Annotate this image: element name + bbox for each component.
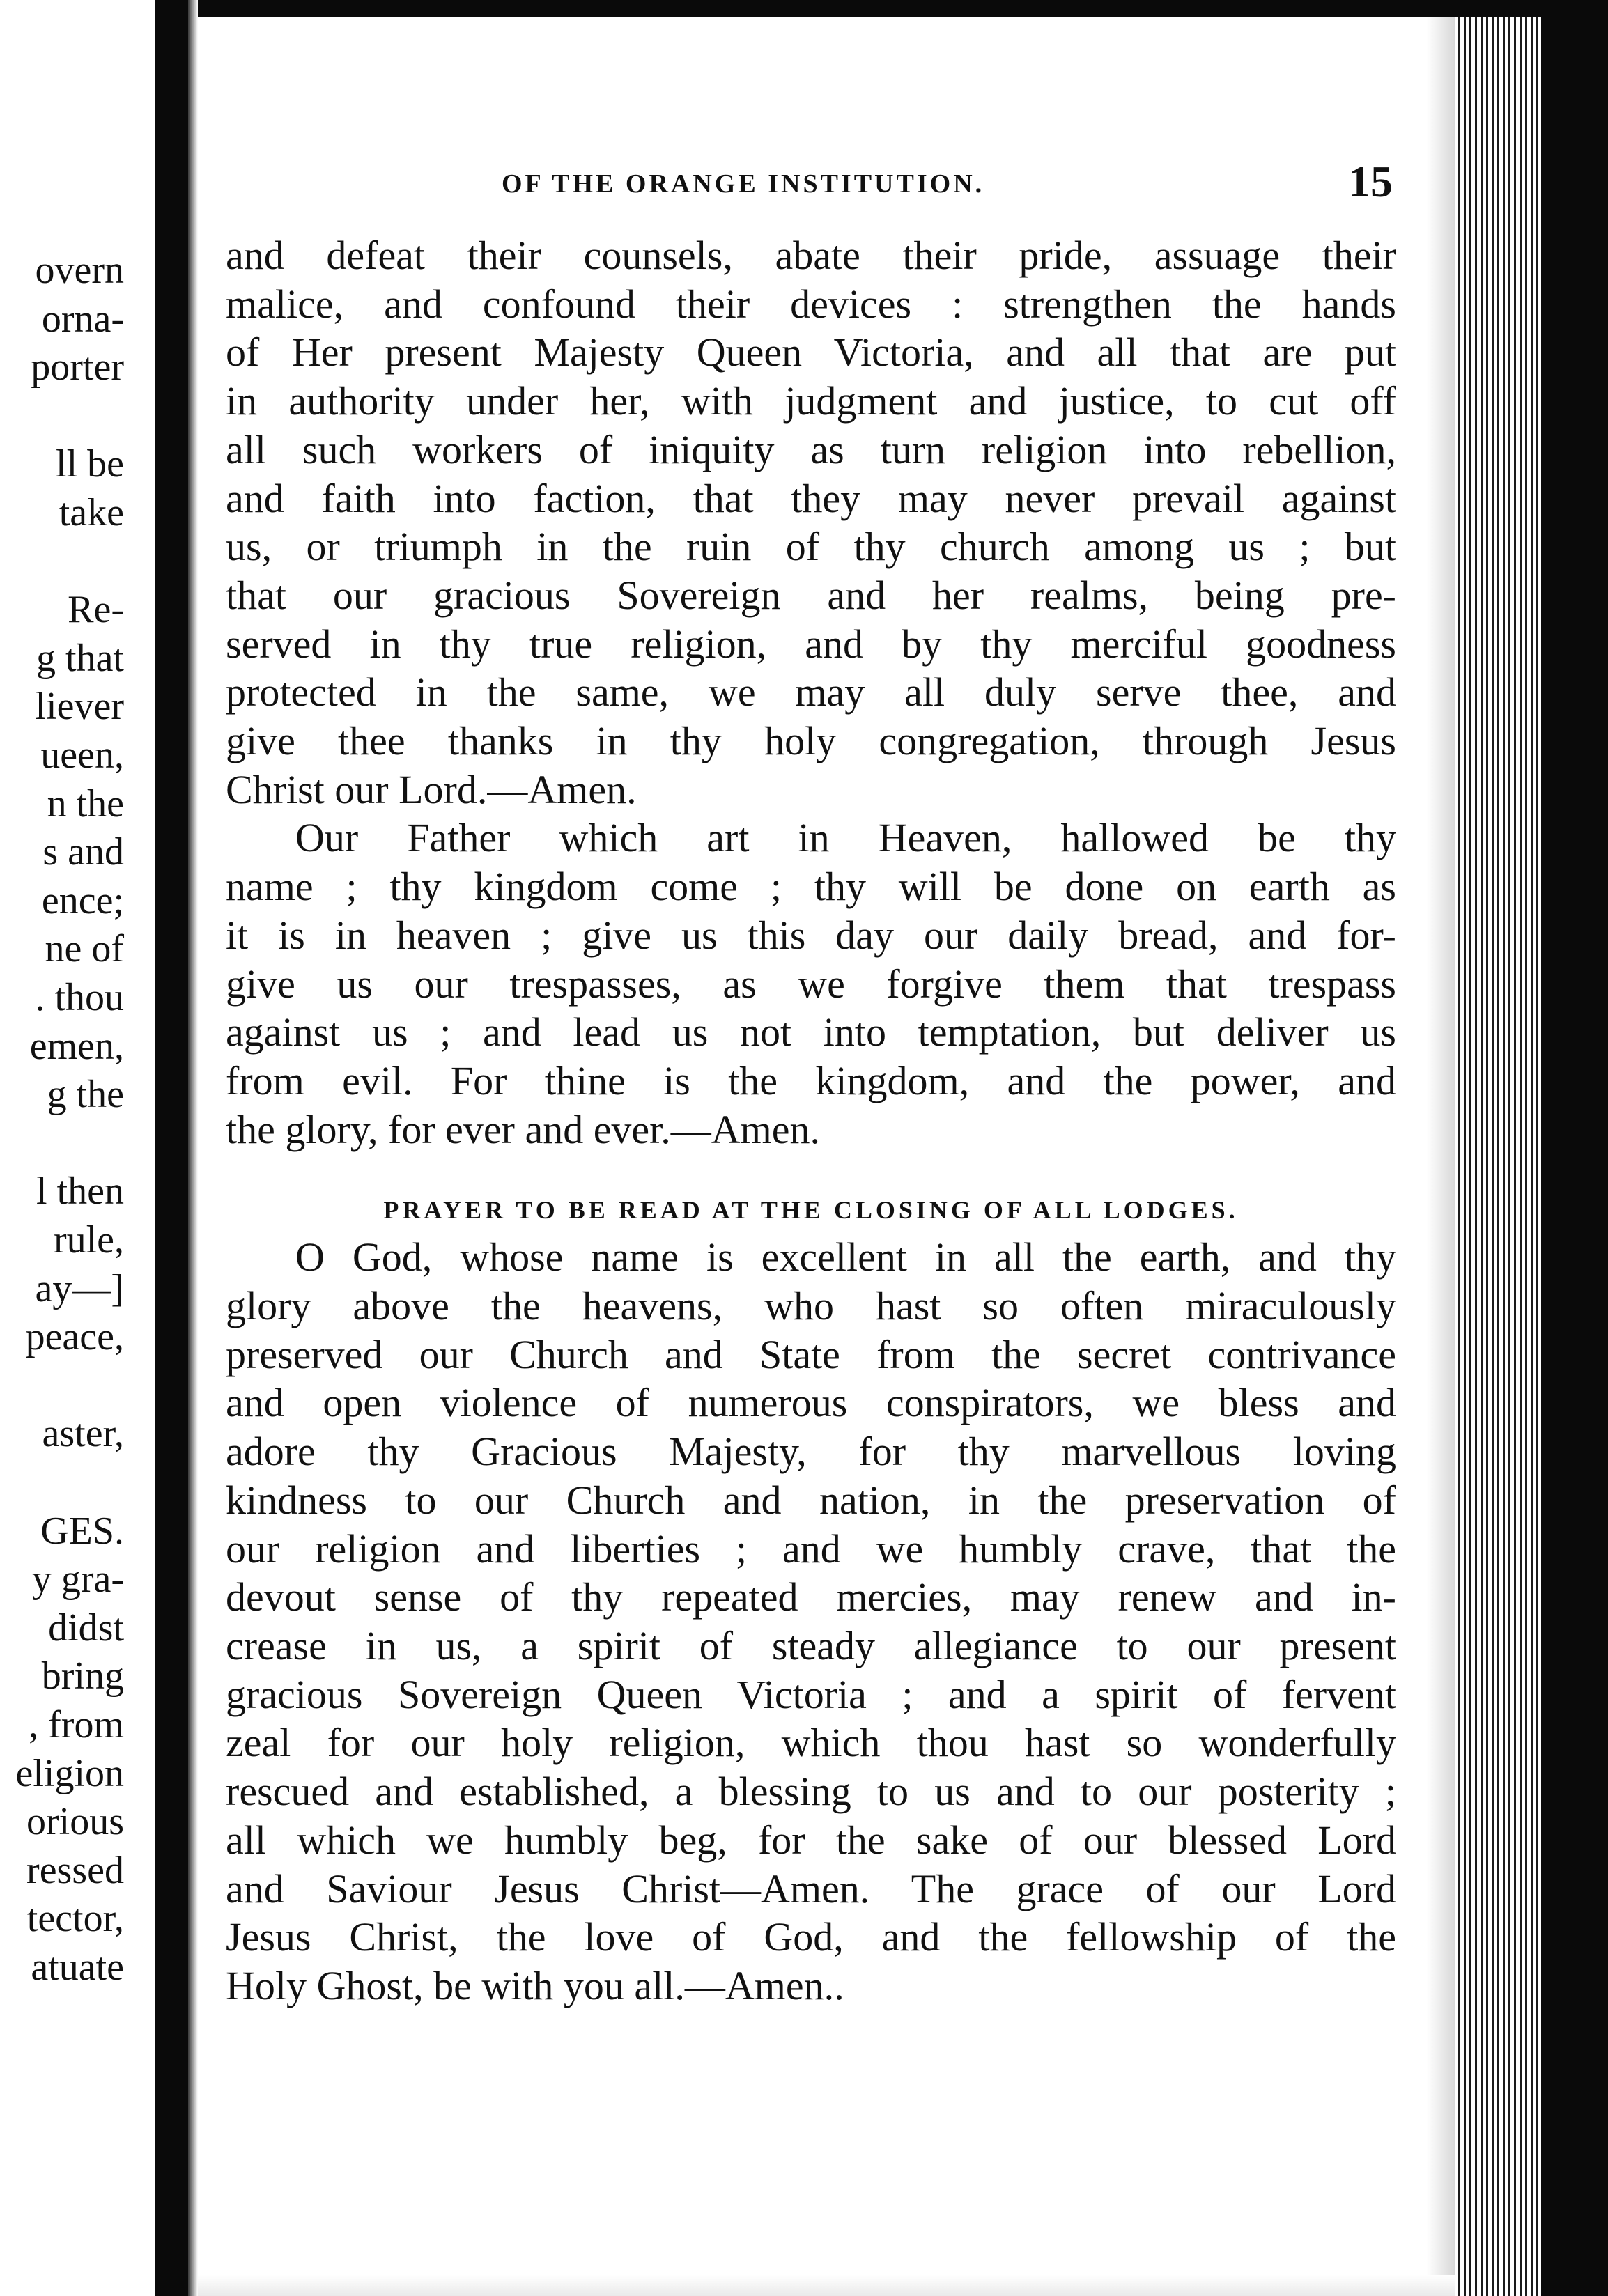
page-curl-shade: [1427, 17, 1455, 2296]
left-page-fragment: s and: [42, 830, 124, 874]
text-line: Jesus Christ, the love of God, and the fellowship of the: [226, 1914, 1396, 1960]
text-line: of Her present Majesty Queen Victoria, and all that are put: [226, 329, 1396, 375]
left-page-fragment: g that: [36, 636, 124, 680]
text-line: the glory, for ever and ever.—Amen.: [226, 1106, 821, 1152]
text-line: malice, and confound their devices : strengthen the hands: [226, 281, 1396, 327]
left-page-fragment: bring: [41, 1654, 124, 1698]
left-page-fragment: , from: [29, 1703, 124, 1746]
left-page-fragment: ay—]: [35, 1266, 124, 1310]
text-line: against us ; and lead us not into temptation, but deliver us: [226, 1009, 1396, 1055]
left-page-fragment: atuate: [31, 1946, 124, 1989]
paragraph-prayer-continued: [226, 231, 1396, 814]
text-line: Christ our Lord.—Amen.: [226, 766, 637, 812]
text-line: and Saviour Jesus Christ—Amen. The grace of our Lord: [226, 1866, 1396, 1911]
page-body: [226, 231, 1396, 2010]
text-line: and open violence of numerous conspirators, we bless and: [226, 1380, 1396, 1426]
text-line: kindness to our Church and nation, in the preservation of: [226, 1477, 1396, 1523]
text-line: in authority under her, with judgment and justice, to cut off: [226, 378, 1396, 424]
book-gutter: [155, 0, 188, 2296]
text-line: all which we humbly beg, for the sake of our blessed Lord: [226, 1817, 1396, 1863]
text-line: it is in heaven ; give us this day our daily bread, and for-: [226, 912, 1396, 958]
left-page-fragment: ueen,: [40, 734, 124, 777]
text-line: devout sense of thy repeated mercies, may renew and in-: [226, 1574, 1396, 1620]
text-line: preserved our Church and State from the secret contrivance: [226, 1331, 1396, 1377]
text-line: name ; thy kingdom come ; thy will be done on earth as: [226, 864, 1396, 910]
left-page-fragment: . thou: [35, 976, 124, 1019]
text-line: zeal for our holy religion, which thou hast so wonderfully: [226, 1720, 1396, 1766]
left-page-fragment: ressed: [26, 1848, 124, 1892]
text-line: that our gracious Sovereign and her realms, being pre-: [226, 572, 1396, 618]
text-line: give thee thanks in thy holy congregation, through Jesus: [226, 718, 1396, 764]
left-page-fragment: n the: [47, 782, 124, 825]
text-line: O God, whose name is excellent in all the earth, and thy: [295, 1234, 1396, 1280]
left-page-fragment: GES.: [40, 1509, 124, 1553]
paragraph-lords-prayer: [226, 814, 1396, 1154]
right-page: [209, 153, 1407, 2008]
page-bottom-shade: [198, 2275, 1455, 2296]
left-page-fragment: l then: [36, 1170, 124, 1213]
left-page-fragment: orious: [26, 1800, 124, 1844]
running-title: OF THE ORANGE INSTITUTION.: [502, 169, 985, 199]
text-line: Holy Ghost, be with you all.—Amen..: [226, 1962, 844, 2008]
left-page-fragment: peace,: [25, 1315, 124, 1359]
left-page-fragment: ll be: [56, 442, 124, 486]
text-line: served in thy true religion, and by thy merciful goodness: [226, 621, 1396, 667]
gutter-shadow: [188, 0, 198, 2296]
text-line: from evil. For thine is the kingdom, and the power, and: [226, 1057, 1396, 1103]
left-page-fragment: take: [59, 491, 124, 534]
left-page-text-fragments: [0, 0, 155, 2296]
section-heading: PRAYER TO BE READ AT THE CLOSING OF ALL LODGES.: [383, 1196, 1239, 1225]
text-line: and defeat their counsels, abate their pride, assuage their: [226, 233, 1396, 278]
text-line: gracious Sovereign Queen Victoria ; and a spirit of fervent: [226, 1671, 1396, 1717]
left-page-fragment: ence;: [41, 878, 124, 922]
page-number: 15: [1348, 157, 1393, 206]
left-page-fragment: g the: [47, 1073, 124, 1117]
left-page-fragment: eligion: [15, 1751, 124, 1795]
left-page-fragment: ne of: [45, 927, 124, 971]
left-page-fragment: porter: [31, 346, 124, 389]
running-head: [209, 153, 1407, 209]
left-page-fragment: emen,: [29, 1024, 124, 1068]
text-line: adore thy Gracious Majesty, for thy marvellous loving: [226, 1429, 1396, 1475]
scan-right-border: [1541, 17, 1608, 2296]
left-page-fragment: Re-: [68, 588, 124, 632]
text-line: rescued and established, a blessing to us and to our posterity ;: [226, 1769, 1396, 1815]
left-page-fragment: liever: [35, 685, 124, 729]
left-page-fragment: overn: [35, 249, 124, 292]
text-line: Our Father which art in Heaven, hallowed be thy: [295, 815, 1396, 861]
text-line: protected in the same, we may all duly serve thee, and: [226, 669, 1396, 715]
left-page-fragment: rule,: [53, 1218, 124, 1262]
text-line: our religion and liberties ; and we humbly crave, that the: [226, 1526, 1396, 1572]
paragraph-closing-prayer: [226, 1233, 1396, 2010]
text-line: crease in us, a spirit of steady allegiance to our present: [226, 1622, 1396, 1668]
text-line: give us our trespasses, as we forgive them that trespass: [226, 961, 1396, 1007]
left-facing-page: [0, 0, 155, 2296]
text-line: us, or triumph in the ruin of thy church among us ; but: [226, 524, 1396, 570]
left-page-fragment: orna-: [41, 297, 124, 341]
left-page-fragment: didst: [48, 1606, 124, 1650]
text-line: all such workers of iniquity as turn religion into rebellion,: [226, 426, 1396, 472]
left-page-fragment: tector,: [26, 1897, 124, 1941]
scan-top-border: [155, 0, 1608, 17]
text-line: glory above the heavens, who hast so often miraculously: [226, 1283, 1396, 1329]
left-page-fragment: y gra-: [31, 1558, 124, 1601]
text-line: and faith into faction, that they may never prevail against: [226, 475, 1396, 521]
left-page-fragment: aster,: [42, 1412, 124, 1456]
